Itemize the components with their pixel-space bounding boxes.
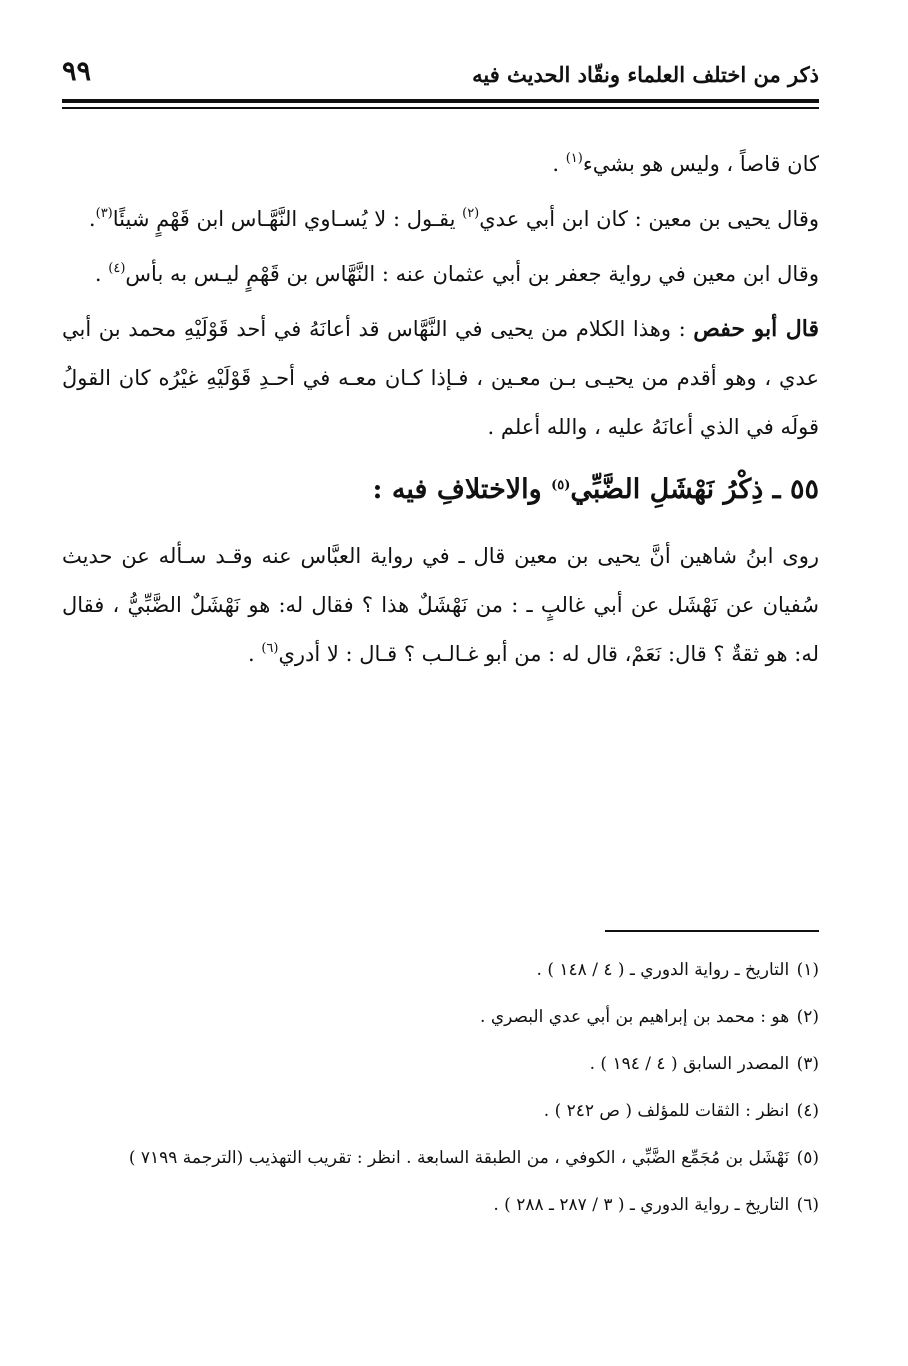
- paragraph-2: [62, 195, 819, 244]
- main-text: [62, 140, 819, 679]
- footnote-5: [62, 1140, 819, 1177]
- footnote-ref: (٦): [261, 641, 279, 656]
- header-rule-thick: [62, 99, 819, 103]
- footnote-number: (٦): [796, 1195, 819, 1215]
- footnote-text: المصدر السابق ( ٤ / ١٩٤ ) .: [589, 1054, 790, 1074]
- footnote-number: (٤): [796, 1101, 819, 1121]
- footnote-ref: (٤): [108, 261, 126, 276]
- paragraph-tail: .: [247, 642, 262, 666]
- footnote-2: [62, 999, 819, 1036]
- footnote-text: انظر : الثقات للمؤلف ( ص ٢٤٢ ) .: [543, 1101, 790, 1121]
- footnote-6: [62, 1187, 819, 1224]
- footnote-1: [62, 952, 819, 989]
- paragraph-text-continued: يقـول : لا يُسـاوي النَّهَّـاس ابن قَهْمٍ شيئًا: [112, 207, 463, 231]
- footnotes: [62, 952, 819, 1234]
- paragraph-text: وقال ابن معين في رواية جعفر بن أبي عثمان عنه : النَّهَّاس بن قَهْمٍ ليـس به بأس: [125, 262, 819, 286]
- running-title: ذكر من اختلف العلماء ونقّاد الحديث فيه: [472, 62, 819, 87]
- paragraph-text: وقال يحيى بن معين : كان ابن أبي عدي: [479, 207, 819, 231]
- footnote-3: [62, 1046, 819, 1083]
- footnote-ref: (٣): [95, 206, 113, 221]
- footnote-number: (٥): [796, 1148, 819, 1168]
- footnote-number: (١): [796, 960, 819, 980]
- section-heading: [62, 462, 819, 518]
- footnote-4: [62, 1093, 819, 1130]
- header-rule-thin: [62, 107, 819, 109]
- footnote-text: التاريخ ـ رواية الدوري ـ ( ٣ / ٢٨٧ ـ ٢٨٨ ) .: [493, 1195, 790, 1215]
- paragraph-text: : وهذا الكلام من يحيى في النَّهَّاس قد أعانَهُ في أحد قَوْلَيْهِ محمد بن أبي عدي ، وهو أقدم من يحيـى بـن معـين ، فـإذا كـان معـه في أحـدِ قَوْلَيْهِ غيْرُه كان القولُ قولَه في الذي أعانَهُ عليه ، والله أعلم .: [62, 317, 819, 439]
- paragraph-1: [62, 140, 819, 189]
- speaker-label: قال أبو حفص: [693, 316, 819, 342]
- footnote-text: التاريخ ـ رواية الدوري ـ ( ٤ / ١٤٨ ) .: [536, 960, 790, 980]
- footnote-separator: [605, 930, 819, 932]
- paragraph-4: [62, 305, 819, 452]
- footnote-text: هو : محمد بن إبراهيم بن أبي عدي البصري .: [480, 1007, 790, 1027]
- paragraph-text: روى ابنُ شاهين أنَّ يحيى بن معين قال ـ في رواية العبَّاس عنه وقـد سـأله عن حديث سُفيان عن نَهْشَل عن أبي غالبٍ ـ : من نَهْشَلٌ هذا ؟ فقال له: هو نَهْشَلٌ الضَّبِّيُّ ، فقال له: هو ثقةٌ ؟ قال: نَعَمْ، قال له : من أبو غـالـب ؟ قـال : لا أدري: [62, 544, 819, 666]
- page-number: ٩٩: [62, 56, 92, 87]
- paragraph-3: [62, 250, 819, 299]
- heading-tail: والاختلافِ فيه :: [372, 474, 552, 505]
- heading-text: ٥٥ ـ ذِكْرُ نَهْشَلِ الضَّبِّي: [570, 474, 819, 505]
- paragraph-tail: .: [94, 262, 109, 286]
- footnote-number: (٣): [796, 1054, 819, 1074]
- footnote-text: نَهْشَل بن مُجَمِّع الضَّبِّي ، الكوفي ، من الطبقة السابعة . انظر : تقريب التهذيب (الترجمة ٧١٩٩ ): [128, 1148, 790, 1168]
- paragraph-tail: .: [552, 152, 566, 176]
- footnote-number: (٢): [796, 1007, 819, 1027]
- footnote-ref: (١): [565, 151, 583, 166]
- footnote-ref: (٥): [551, 478, 571, 493]
- page-header: [62, 50, 819, 100]
- paragraph-5: [62, 532, 819, 679]
- paragraph-tail: .: [88, 207, 96, 231]
- footnote-ref: (٢): [462, 206, 480, 221]
- paragraph-text: كان قاصاً ، وليس هو بشيء: [582, 152, 819, 176]
